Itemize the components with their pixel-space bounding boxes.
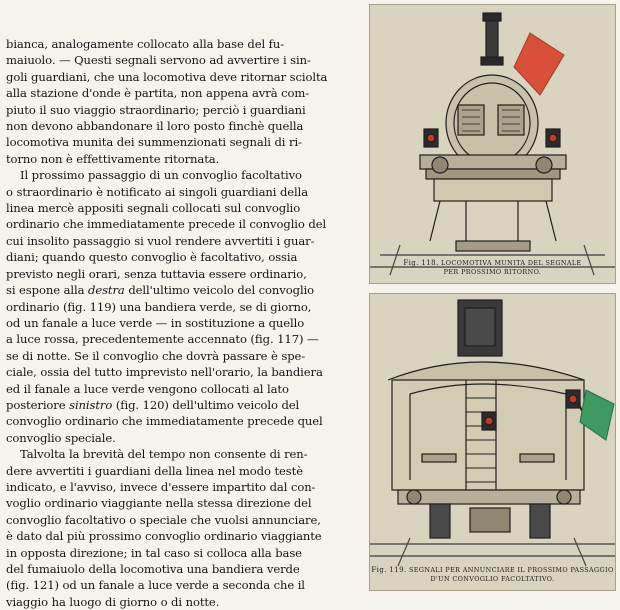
paragraph-3	[6, 446, 358, 610]
caption-line: PER PROSSIMO RITORNO.	[443, 268, 542, 276]
paragraph-2	[6, 167, 358, 446]
text-line: alla stazione d'onde è partita, non appena avrà com-	[6, 86, 310, 101]
text-line	[6, 397, 358, 413]
text-line: Il prossimo passaggio di un convoglio facoltativo	[20, 168, 302, 183]
figure-118-caption	[370, 259, 615, 277]
emphasis-destra: destra	[88, 283, 125, 298]
emphasis-sinistro: sinistro	[69, 397, 113, 412]
text-line: bianca, analogamente collocato alla base del fu-	[6, 37, 285, 51]
text-line: ordinario (fig. 119) una bandiera verde, se di giorno,	[6, 299, 312, 314]
coach-illustration	[370, 294, 615, 590]
text-line: convoglio speciale.	[6, 430, 116, 445]
text-line: goli guardiani, che una locomotiva deve ritornar sciolta	[6, 69, 328, 84]
text-line: diani; quando questo convoglio è facoltativo, ossia	[6, 250, 298, 265]
text-line: in opposta direzione; in tal caso si colloca alla base	[6, 545, 302, 560]
text-line: ordinario che immediatamente precede il convoglio del	[6, 217, 327, 232]
text-line: dere avvertiti i guardiani della linea nel modo testè	[6, 463, 303, 478]
green-flag	[580, 390, 614, 440]
text-run: (fig. 120) dell'ultimo veicolo del	[112, 397, 300, 412]
paragraph-1	[6, 36, 358, 167]
caption-line: D'UN CONVOGLIO FACOLTATIVO.	[430, 575, 555, 583]
text-line: locomotiva munita dei summenzionati segnali di ri-	[6, 135, 302, 150]
figure-119	[369, 293, 616, 591]
text-run: dell'ultimo veicolo del convoglio	[124, 283, 315, 298]
figure-119-caption	[370, 566, 615, 584]
text-line: se di notte. Se il convoglio che dovrà passare è spe-	[6, 348, 306, 363]
figure-number: Fig. 119.	[371, 566, 407, 574]
text-line: ed il fanale a luce verde vengono collocati al lato	[6, 381, 289, 396]
text-line: torno non è effettivamente ritornata.	[6, 151, 220, 166]
text-line: cui insolito passaggio si vuol rendere avvertiti i guar-	[6, 233, 315, 248]
text-line: è dato dal più prossimo convoglio ordinario viaggiante	[6, 529, 322, 544]
text-line: o straordinario è notificato ai singoli guardiani della	[6, 184, 309, 199]
text-line: del fumaiuolo della locomotiva una bandiera verde	[6, 562, 300, 576]
text-line: (fig. 121) od un fanale a luce verde a seconda che il	[6, 578, 305, 593]
text-line: piuto il suo viaggio straordinario; perciò i guardiani	[6, 102, 306, 117]
text-line: a luce rossa, precedentemente accennato (fig. 117) —	[6, 332, 319, 347]
caption-line: LOCOMOTIVA MUNITA DEL SEGNALE	[441, 259, 582, 267]
text-line: voglio ordinario viaggiante nella stessa direzione del	[6, 496, 312, 511]
text-line: Talvolta la brevità del tempo non consente di ren-	[20, 447, 308, 462]
figure-118	[369, 4, 616, 284]
body-text	[6, 36, 358, 610]
text-run: si espone alla	[6, 283, 88, 298]
text-run: posteriore	[6, 397, 70, 412]
text-line: indicato, e l'avviso, invece d'essere impartito dal con-	[6, 479, 316, 494]
text-line: viaggio ha luogo di giorno o di notte.	[6, 594, 220, 609]
text-line: od un fanale a luce verde — in sostituzione a quello	[6, 315, 305, 330]
text-line: ciale, ossia del tutto imprevisto nell'orario, la bandiera	[6, 365, 323, 380]
text-line: non devono abbandonare il loro posto finchè quella	[6, 119, 304, 134]
figure-number: Fig. 118.	[403, 259, 439, 267]
text-line: convoglio facoltativo o speciale che vuolsi annunciare,	[6, 512, 321, 527]
text-line: maiuolo. — Questi segnali servono ad avvertire i sin-	[6, 53, 311, 68]
text-line	[6, 282, 358, 298]
text-line: previsto negli orari, senza tuttavia essere ordinario,	[6, 266, 307, 281]
caption-line: SEGNALI PER ANNUNCIARE IL PROSSIMO PASSAGGIO	[409, 566, 614, 574]
text-line: convoglio ordinario che immediatamente precede quel	[6, 414, 323, 429]
locomotive-illustration	[370, 5, 615, 283]
text-line: linea mercè appositi segnali collocati sul convoglio	[6, 201, 301, 216]
